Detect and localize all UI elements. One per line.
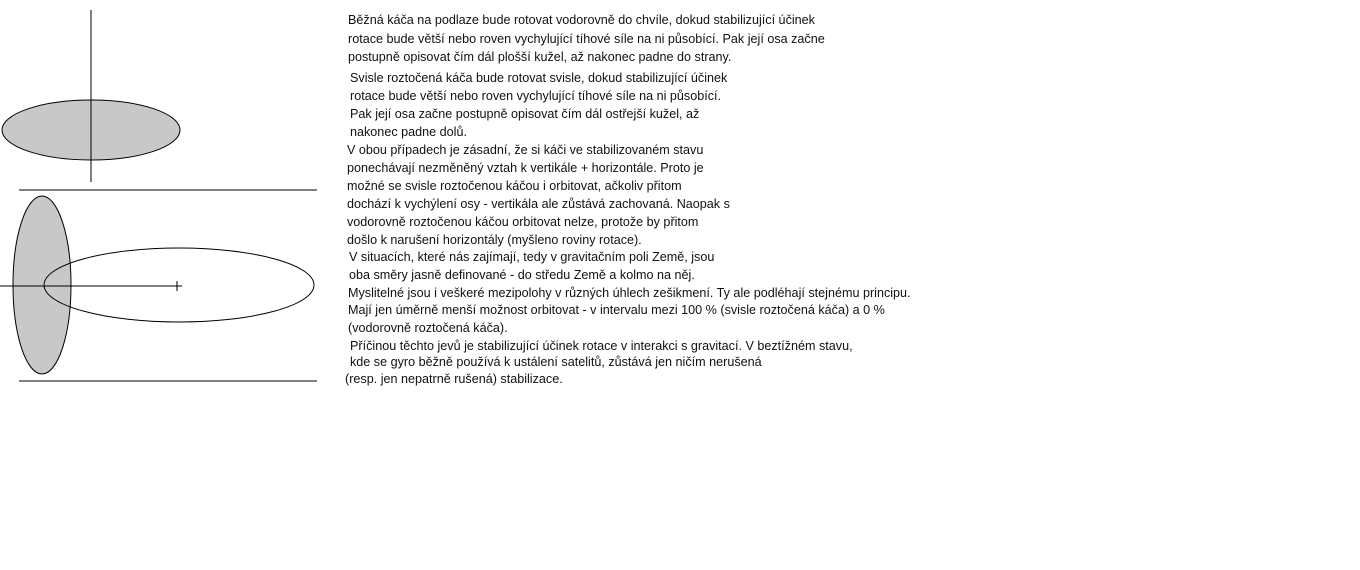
- text-line-15: oba směry jasně definované - do středu Země a kolmo na něj.: [349, 268, 695, 282]
- text-line-3: postupně opisovat čím dál plošší kužel, až nakonec padne do strany.: [348, 50, 732, 64]
- text-line-20: kde se gyro běžně používá k ustálení satelitů, zůstává jen ničím nerušená: [350, 355, 762, 369]
- text-line-4: Svisle roztočená káča bude rotovat svisle, dokud stabilizující účinek: [350, 71, 728, 85]
- text-line-17: Mají jen úměrně menší možnost orbitovat - v intervalu mezi 100 % (svisle roztočená káča) a 0 %: [348, 303, 885, 317]
- text-line-21: (resp. jen nepatrně rušená) stabilizace.: [345, 372, 563, 386]
- text-line-10: možné se svisle roztočenou káčou i orbitovat, ačkoliv přitom: [347, 179, 682, 193]
- text-line-6: Pak její osa začne postupně opisovat čím dál ostřejší kužel, až: [350, 107, 700, 121]
- text-line-1: Běžná káča na podlaze bude rotovat vodorovně do chvíle, dokud stabilizující účinek: [348, 13, 815, 27]
- text-line-18: (vodorovně roztočená káča).: [348, 321, 508, 335]
- text-line-7: nakonec padne dolů.: [350, 125, 467, 139]
- orbit-ellipse: [44, 248, 314, 322]
- text-line-9: ponechávají nezměněný vztah k vertikále + horizontále. Proto je: [347, 161, 704, 175]
- text-line-16: Myslitelné jsou i veškeré mezipolohy v různých úhlech zešikmení. Ty ale podléhají stejnému principu.: [348, 286, 911, 300]
- text-line-12: vodorovně roztočenou káčou orbitovat nelze, protože by přitom: [347, 215, 699, 229]
- vertical-spinning-top-orbit: [0, 190, 317, 381]
- text-line-13: došlo k narušení horizontály (myšleno roviny rotace).: [347, 233, 642, 247]
- text-line-2: rotace bude větší nebo roven vychylující tíhové síle na ni působící. Pak její osa začne: [348, 32, 825, 46]
- text-line-5: rotace bude větší nebo roven vychylující tíhové síle na ni působící.: [350, 89, 722, 103]
- horizontal-spinning-top: [2, 10, 180, 182]
- text-line-11: dochází k vychýlení osy - vertikála ale zůstává zachovaná. Naopak s: [347, 197, 730, 211]
- text-line-14: V situacích, které nás zajímají, tedy v gravitačním poli Země, jsou: [349, 250, 715, 264]
- text-line-8: V obou případech je zásadní, že si káči ve stabilizovaném stavu: [347, 143, 704, 157]
- spinning-top-diagram: [0, 0, 330, 400]
- text-line-19: Příčinou těchto jevů je stabilizující účinek rotace v interakci s gravitací. V beztížném stavu,: [350, 339, 853, 353]
- vertical-top-disc: [13, 196, 71, 374]
